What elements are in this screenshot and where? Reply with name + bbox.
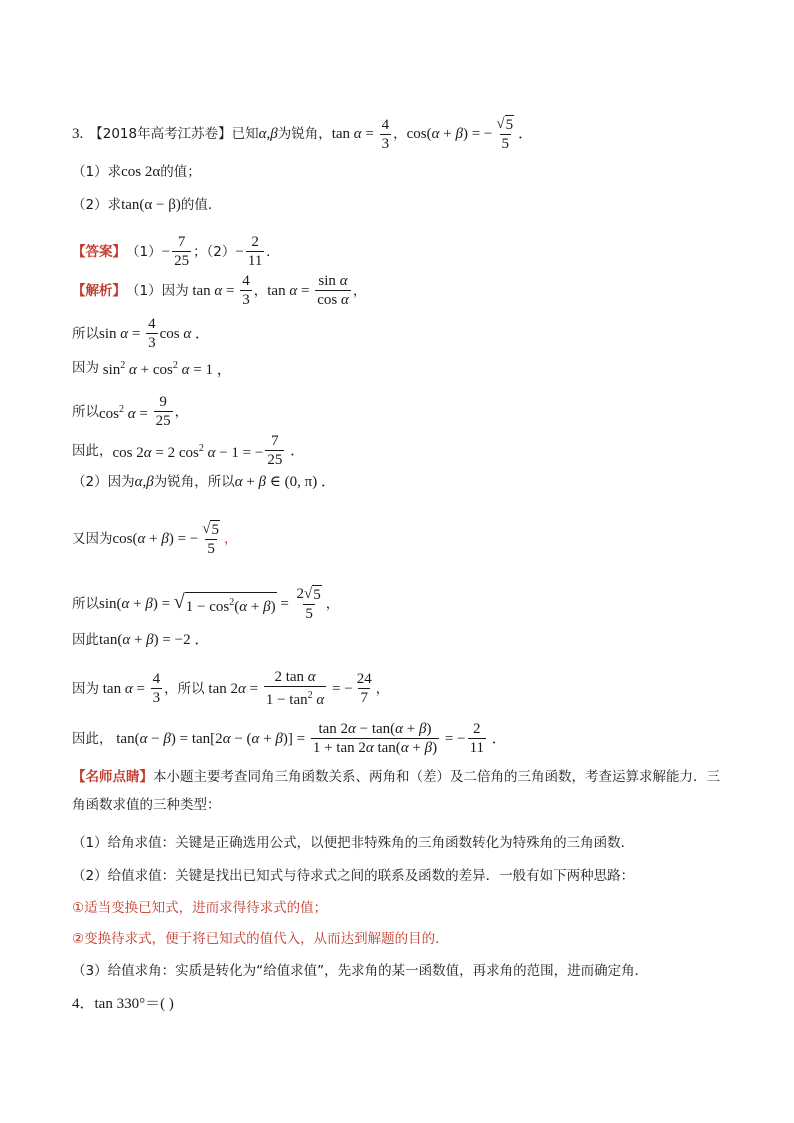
tip-intro: 【名师点睛】本小题主要考查同角三角函数关系、两角和（差）及二倍角的三角函数，考查运算求解能力．三角函数求值的三种类型： xyxy=(72,769,720,813)
tip-item-2: （2）给值求值：关键是找出已知式与待求式之间的联系及函数的差异．一般有如下两种思路： xyxy=(72,868,635,884)
question-1: （1）求 cos 2α 的值； xyxy=(72,164,201,180)
problem3-statement: 3. 【2018年高考江苏卷】 已知 α,β 为锐角， tan α = $\frac{4}{3}$ ， cos(α + β) = − √ 5 5 ． xyxy=(72,116,534,152)
tip-red-2: ②变换待求式，便于将已知式的值代入，从而达到解题的目的． xyxy=(72,931,449,947)
answer-label: 【答案】 xyxy=(72,243,126,260)
analysis-line-11: 因此， tan(α − β) = tan[2α − (α + β)] = $\frac{\tan 2\alpha - \tan(\alpha + \beta)}{\text{1 + tan 2α tan(α + β)}}$ = − $\frac{2}{11}$ ． xyxy=(72,721,507,756)
analysis-line-6: （2）因为 α,β 为锐角，所以 α + β ∈ (0, π) ． xyxy=(72,474,336,490)
analysis-line-8: 所以 sin(α + β) = √ $1 - \cos^2(\alpha + \beta)$ = 2 √ 5 5 ， xyxy=(72,586,340,622)
problem-source: 【2018年高考江苏卷】 xyxy=(89,126,232,142)
tip-label: 【名师点睛】 xyxy=(72,769,153,785)
tip-item-3: （3）给值求角：实质是转化为“给值求值”，先求角的某一函数值，再求角的范围，进而确定角． xyxy=(72,963,649,979)
analysis-label: 【解析】 xyxy=(72,282,126,299)
fraction-4-3: $\frac{4}{3}$ xyxy=(381,116,390,152)
analysis-line-7: 又因为 cos(α + β) = − √ 5 5 ， xyxy=(72,521,238,557)
acute-label: 为锐角， xyxy=(277,126,332,142)
problem4-statement: 4．tan 330°＝( ) xyxy=(72,996,174,1012)
answer-fraction-1: $\frac{7}{25}$ xyxy=(174,234,190,269)
answer-line: 【答案】 （1） − $\frac{7}{25}$ ；（2） − $\frac{2}{11}$ . xyxy=(72,234,271,269)
problem-number: 3. xyxy=(72,126,84,142)
tip-red-1: ①适当变换已知式，进而求得待求式的值； xyxy=(72,900,328,916)
fraction-sqrt5-5: √ 5 5 xyxy=(496,116,514,152)
analysis-line-10: 因为 tan α = $\frac{4}{3}$ ，所以 tan 2α = $\frac{\text{2 tan α}}{1 - \tan^2 \alpha}$ = − $\frac{24}{7}$ ， xyxy=(72,669,390,708)
answer-fraction-2: $\frac{2}{11}$ xyxy=(247,234,263,269)
analysis-line-5: 因此， cos 2α = 2 $\cos^2 \alpha - 1$ = − $\frac{7}{25}$ ． xyxy=(72,433,306,468)
question-2: （2）求 tan(α − β) 的值． xyxy=(72,197,222,213)
analysis-line-9: 因此 tan(α + β) = −2 ． xyxy=(72,632,210,648)
analysis-line-3: 因为 $\sin^2 \alpha + \cos^2 \alpha = 1$ ， xyxy=(72,360,232,378)
given-label: 已知 xyxy=(231,126,259,142)
analysis-line-2: 所以 sin α = $\frac{4}{3}$ cos α ． xyxy=(72,316,210,351)
analysis-line-4: 所以 $\cos^2 \alpha$ = $\frac{9}{25}$ ， xyxy=(72,394,189,429)
tip-item-1: （1）给角求值：关键是正确选用公式，以便把非特殊角的三角函数转化为特殊角的三角函数． xyxy=(72,835,635,851)
analysis-line-1: 【解析】 （1）因为 tan α = $\frac{4}{3}$ ， tan α = $\frac{\text{sin α}}{\text{cos α}}$ ， xyxy=(72,273,367,308)
